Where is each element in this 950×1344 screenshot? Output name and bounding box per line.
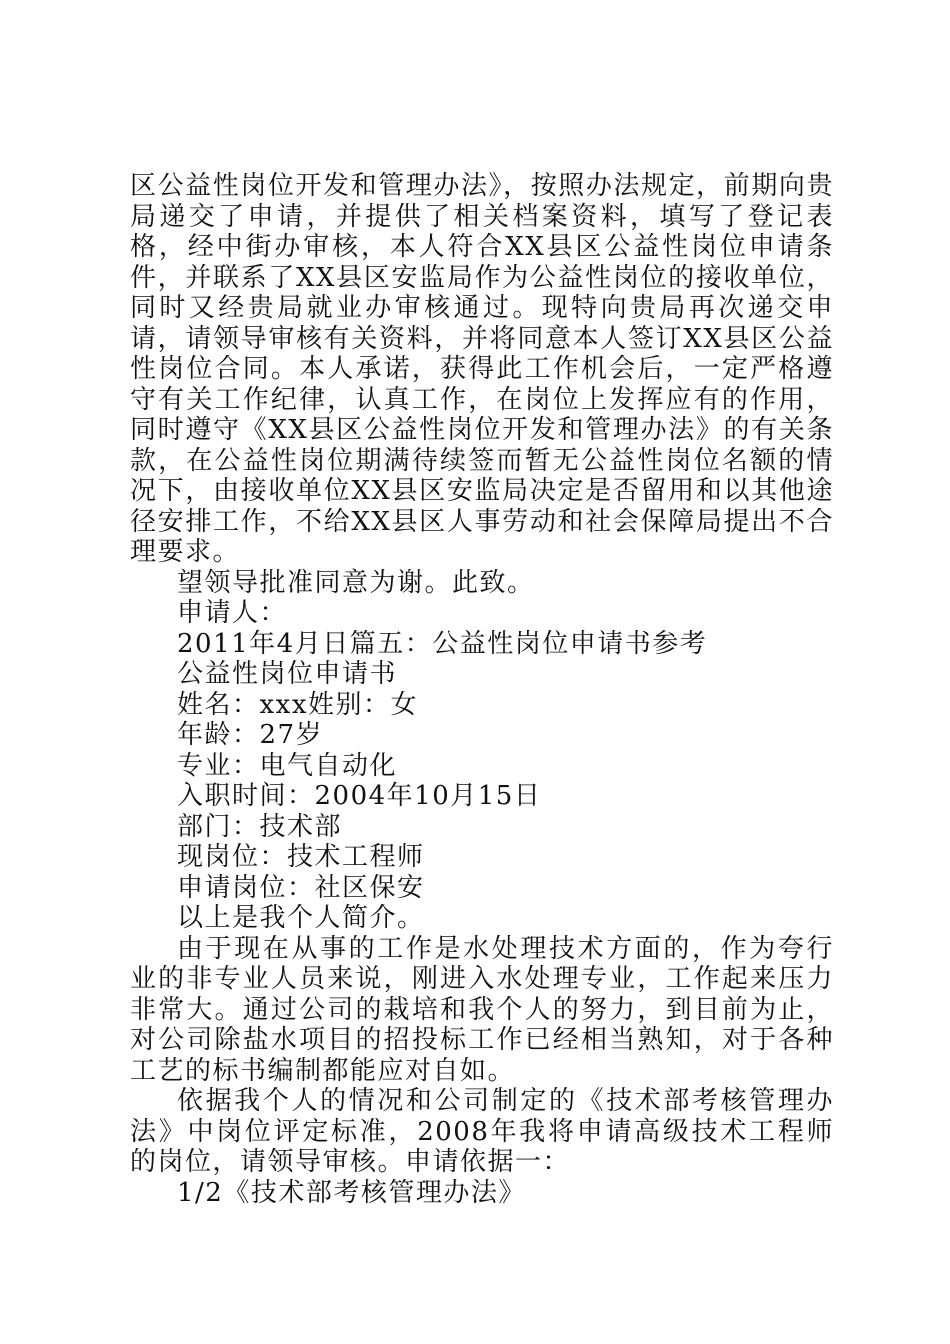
paragraph-work-experience: 由于现在从事的工作是水处理技术方面的，作为夸行业的非专业人员来说，刚进入水处理专业，工作起来压力非常大。通过公司的栽培和我个人的努力，到目前为止，对公司除盐水项目的招投标工作已经相当熟知，对于各种工艺的标书编制都能应对自如。 xyxy=(130,933,834,1086)
applicant-label: 申请人： xyxy=(177,598,288,628)
date-and-section-heading: 2011年4月日篇五：公益性岗位申请书参考 xyxy=(177,628,708,659)
field-current-position: 现岗位：技术工程师 xyxy=(177,842,425,872)
paragraph-commitment: 区公益性岗位开发和管理办法》，按照办法规定，前期向贵局递交了申请，并提供了相关档案资料，填写了登记表格，经中街办审核，本人符合XX县区公益性岗位申请条件，并联系了XX县区安监局作为公益性岗位的接收单位，同时又经贵局就业办审核通过。现特向贵局再次递交申请，请领导审核有关资料，并将同意本人签订XX县区公益性岗位合同。本人承诺，获得此工作机会后，一定严格遵守有关工作纪律，认真工作，在岗位上发挥应有的作用，同时遵守《XX县区公益性岗位开发和管理办法》的有关条款，在公益性岗位期满待续签而暂无公益性岗位名额的情况下，由接收单位XX县区安监局决定是否留用和以其他途径安排工作，不给XX县区人事劳动和社会保障局提出不合理要求。 xyxy=(130,171,834,567)
paragraph-intro-end: 以上是我个人简介。 xyxy=(177,903,425,933)
field-major: 专业：电气自动化 xyxy=(177,750,398,781)
field-department: 部门：技术部 xyxy=(177,811,343,842)
field-hire-date: 入职时间：2004年10月15日 xyxy=(177,781,542,811)
field-applied-position: 申请岗位：社区保安 xyxy=(177,872,425,903)
application-title: 公益性岗位申请书 xyxy=(177,659,398,689)
paragraph-closing: 望领导批准同意为谢。此致。 xyxy=(177,567,535,598)
paragraph-application-basis: 依据我个人的情况和公司制定的《技术部考核管理办法》中岗位评定标准，2008年我将申请高级技术工程师的岗位，请领导审核。申请依据一： xyxy=(130,1086,834,1177)
page-footer-reference: 1/2《技术部考核管理办法》 xyxy=(177,1177,526,1208)
field-name-gender: 姓名：xxx姓别：女 xyxy=(177,689,418,720)
field-age: 年龄：27岁 xyxy=(177,720,324,750)
document-page xyxy=(130,171,834,1208)
